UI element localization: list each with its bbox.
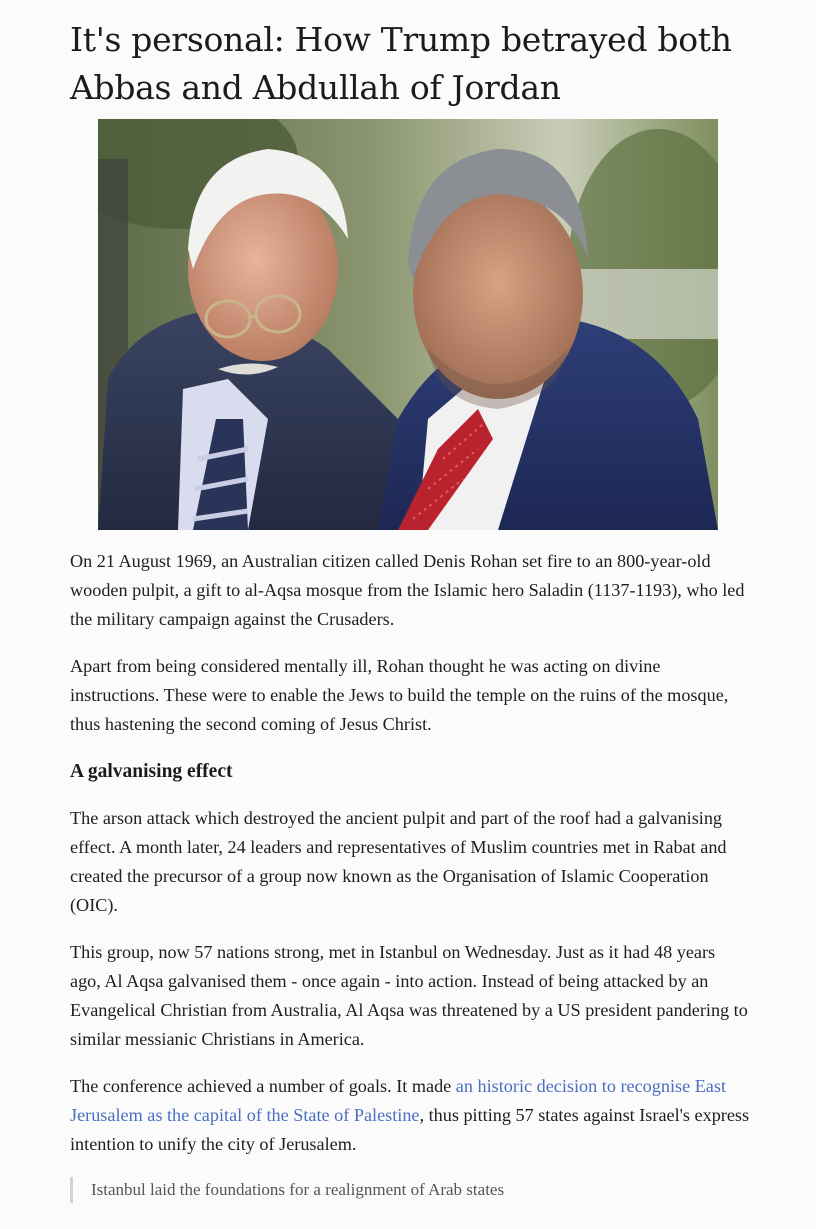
photo-two-men-icon xyxy=(98,119,718,530)
section-subheading: A galvanising effect xyxy=(70,761,233,782)
hero-image xyxy=(98,119,718,530)
article xyxy=(70,0,750,1199)
paragraph-text-after: , thus pitting 57 states against Israel's express intention to unify the city of Jerusalem. xyxy=(70,1105,750,1154)
pullquote: Istanbul laid the foundations for a realignment of Arab states xyxy=(70,1177,750,1203)
paragraph: The arson attack which destroyed the ancient pulpit and part of the roof had a galvanising effect. A month later, 24 leaders and representatives of Muslim countries met in Rabat and created the precursor of a group now known as the Organisation of Islamic Cooperation (OIC). xyxy=(70,808,727,915)
article-title: It's personal: How Trump betrayed both Abbas and Abdullah of Jordan xyxy=(70,20,732,107)
paragraph: On 21 August 1969, an Australian citizen called Denis Rohan set fire to an 800-year-old wooden pulpit, a gift to al-Aqsa mosque from the Islamic hero Saladin (1137-1193), who led the military campaign against the Crusaders. xyxy=(70,551,745,629)
article-body xyxy=(70,547,750,1203)
paragraph-with-link xyxy=(70,1072,750,1159)
paragraph-text-before: The conference achieved a number of goals. It made xyxy=(70,1076,456,1096)
paragraph: Apart from being considered mentally ill, Rohan thought he was acting on divine instructions. These were to enable the Jews to build the temple on the ruins of the mosque, thus hastening the second coming of Jesus Christ. xyxy=(70,656,729,734)
recognise-east-jerusalem-link[interactable]: an historic decision to recognise East Jerusalem as the capital of the State of Palestine xyxy=(70,1076,727,1125)
paragraph: This group, now 57 nations strong, met in Istanbul on Wednesday. Just as it had 48 years ago, Al Aqsa galvanised them - once again - into action. Instead of being attacked by an Evangelical Christian from Australia, Al Aqsa was threatened by a US president pandering to similar messianic Christians in America. xyxy=(70,942,748,1049)
